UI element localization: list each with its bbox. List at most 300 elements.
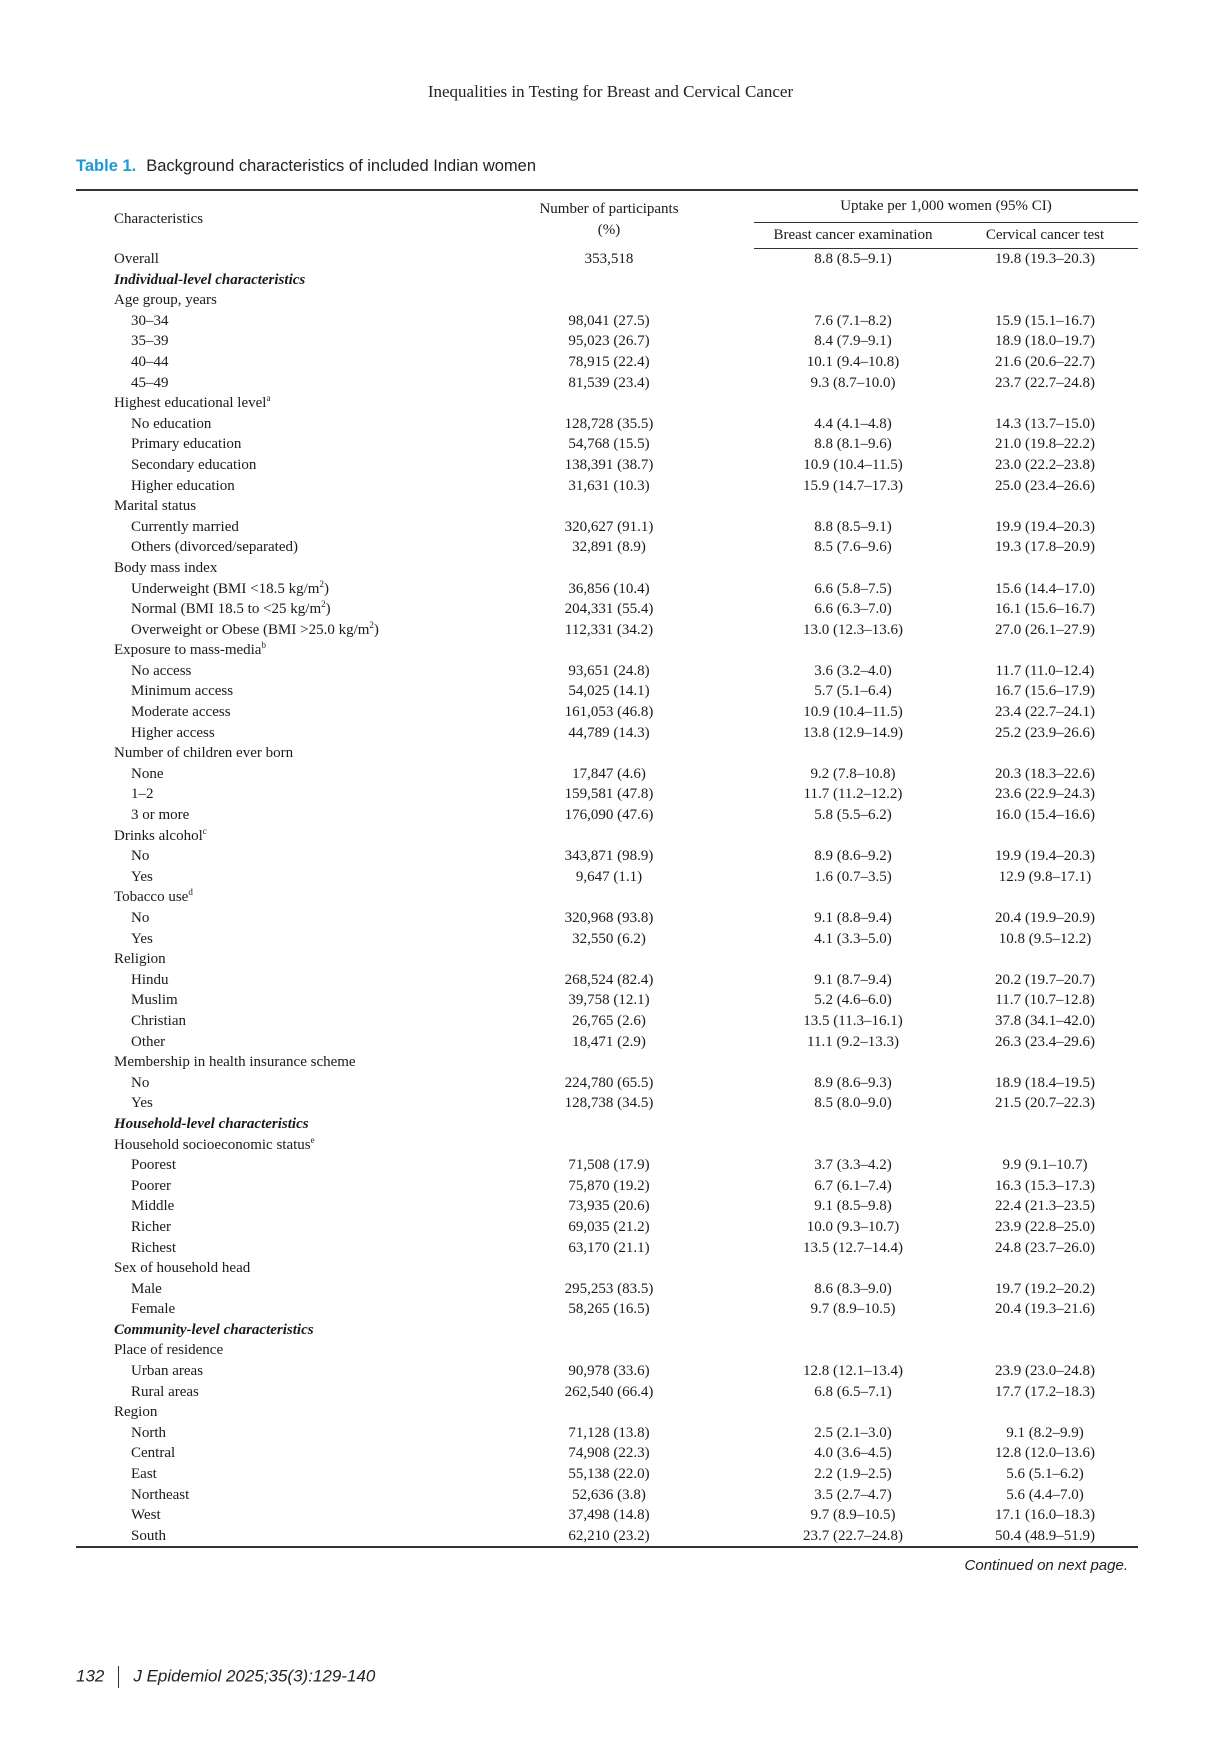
superscript: 2 xyxy=(319,578,324,589)
row-label-text: Age group, years xyxy=(114,292,217,309)
breast-uptake-cell: 1.6 (0.7–3.5) xyxy=(814,868,892,885)
cervical-uptake-cell: 23.4 (22.7–24.1) xyxy=(995,704,1095,721)
cervical-uptake-cell xyxy=(952,1052,1138,1073)
cervical-uptake-cell: 16.1 (15.6–16.7) xyxy=(995,601,1095,618)
breast-uptake-cell: 3.6 (3.2–4.0) xyxy=(814,662,892,679)
table-row xyxy=(76,867,1138,888)
cervical-uptake-cell: 23.6 (22.9–24.3) xyxy=(995,786,1095,803)
cervical-uptake-cell: 25.0 (23.4–26.6) xyxy=(995,477,1095,494)
breast-uptake-cell: 6.6 (5.8–7.5) xyxy=(814,580,892,597)
cervical-uptake-cell: 15.9 (15.1–16.7) xyxy=(995,312,1095,329)
participants-cell xyxy=(464,1052,754,1073)
row-label xyxy=(76,764,464,785)
row-label xyxy=(76,455,464,476)
row-label xyxy=(76,970,464,991)
cervical-uptake-cell: 19.3 (17.8–20.9) xyxy=(995,539,1095,556)
row-label-text: North xyxy=(131,1424,166,1441)
table-row xyxy=(76,681,1138,702)
row-label xyxy=(76,1464,464,1485)
table-row xyxy=(76,1258,1138,1279)
table-row xyxy=(76,290,1138,311)
row-label-text: 30–34 xyxy=(131,312,169,329)
row-label-text: Yes xyxy=(131,930,153,947)
cervical-uptake-cell: 16.0 (15.4–16.6) xyxy=(995,807,1095,824)
table-row xyxy=(76,579,1138,600)
cervical-uptake-cell: 11.7 (11.0–12.4) xyxy=(995,662,1095,679)
table-caption xyxy=(76,157,536,176)
breast-uptake-cell: 6.6 (6.3–7.0) xyxy=(814,601,892,618)
breast-uptake-cell xyxy=(754,1320,952,1341)
row-label xyxy=(76,867,464,888)
breast-uptake-cell: 8.9 (8.6–9.3) xyxy=(814,1074,892,1091)
superscript: 2 xyxy=(369,619,374,630)
table-row xyxy=(76,640,1138,661)
participants-cell xyxy=(464,1402,754,1423)
row-label xyxy=(76,434,464,455)
cervical-uptake-cell: 37.8 (34.1–42.0) xyxy=(995,1012,1095,1029)
breast-uptake-cell: 7.6 (7.1–8.2) xyxy=(814,312,892,329)
page-footer xyxy=(76,1666,375,1688)
row-label-text: No xyxy=(131,1074,150,1091)
breast-uptake-cell: 9.1 (8.5–9.8) xyxy=(814,1198,892,1215)
row-label-text: No education xyxy=(131,415,212,432)
group-label xyxy=(76,393,464,414)
cervical-uptake-cell: 12.8 (12.0–13.6) xyxy=(995,1445,1095,1462)
table-row xyxy=(76,414,1138,435)
participants-cell: 93,651 (24.8) xyxy=(568,662,650,679)
row-label xyxy=(76,311,464,332)
table-row xyxy=(76,1340,1138,1361)
breast-uptake-cell: 23.7 (22.7–24.8) xyxy=(754,1526,952,1548)
cervical-uptake-cell: 5.6 (5.1–6.2) xyxy=(1006,1466,1084,1483)
row-label-text: 40–44 xyxy=(131,353,169,370)
table-row xyxy=(76,311,1138,332)
group-label xyxy=(76,1258,464,1279)
breast-uptake-cell: 3.7 (3.3–4.2) xyxy=(814,1157,892,1174)
table-row xyxy=(76,1320,1138,1341)
participants-cell: 320,627 (91.1) xyxy=(564,518,654,535)
participants-cell xyxy=(464,949,754,970)
table-container xyxy=(76,189,1138,1548)
participants-cell: 54,768 (15.5) xyxy=(568,436,650,453)
footnote-marker: b xyxy=(261,640,266,651)
table-row xyxy=(76,455,1138,476)
row-label-text: Overweight or Obese (BMI >25.0 kg/m xyxy=(131,621,370,638)
breast-uptake-cell: 6.7 (6.1–7.4) xyxy=(814,1177,892,1194)
row-label-text: Membership in health insurance scheme xyxy=(114,1054,356,1071)
cervical-uptake-cell: 16.3 (15.3–17.3) xyxy=(995,1177,1095,1194)
participants-cell xyxy=(464,1258,754,1279)
cervical-uptake-cell xyxy=(952,1258,1138,1279)
table-row xyxy=(76,1238,1138,1259)
cervical-uptake-cell xyxy=(952,558,1138,579)
group-label xyxy=(76,1340,464,1361)
cervical-uptake-cell: 50.4 (48.9–51.9) xyxy=(952,1526,1138,1548)
cervical-uptake-cell: 21.6 (20.6–22.7) xyxy=(995,353,1095,370)
breast-uptake-cell: 8.8 (8.5–9.1) xyxy=(814,518,892,535)
cervical-uptake-cell: 15.6 (14.4–17.0) xyxy=(995,580,1095,597)
footnote-marker: d xyxy=(188,887,193,898)
participants-cell xyxy=(464,1135,754,1156)
table-row xyxy=(76,558,1138,579)
row-label xyxy=(76,846,464,867)
participants-cell: 262,540 (66.4) xyxy=(564,1383,654,1400)
cervical-uptake-cell: 20.4 (19.3–21.6) xyxy=(995,1301,1095,1318)
table-row xyxy=(76,990,1138,1011)
group-label xyxy=(76,290,464,311)
row-label-text: Poorest xyxy=(131,1157,176,1174)
participants-cell: 32,550 (6.2) xyxy=(572,930,646,947)
participants-cell: 18,471 (2.9) xyxy=(572,1033,646,1050)
footnote-marker: e xyxy=(310,1134,315,1145)
table-row xyxy=(76,1093,1138,1114)
section-heading xyxy=(76,1320,464,1341)
table-row xyxy=(76,1361,1138,1382)
breast-uptake-cell: 3.5 (2.7–4.7) xyxy=(814,1486,892,1503)
table-row xyxy=(76,1052,1138,1073)
cervical-uptake-cell: 11.7 (10.7–12.8) xyxy=(995,992,1095,1009)
continued-note: Continued on next page. xyxy=(964,1557,1128,1574)
row-label-suffix: ) xyxy=(323,580,329,597)
row-label-text: West xyxy=(131,1507,161,1524)
row-label-text: East xyxy=(131,1466,157,1483)
participants-cell xyxy=(464,558,754,579)
cervical-uptake-cell: 18.9 (18.0–19.7) xyxy=(995,333,1095,350)
participants-cell xyxy=(464,826,754,847)
table-row xyxy=(76,1073,1138,1094)
row-label-text: Central xyxy=(131,1445,176,1462)
journal-citation: J Epidemiol 2025;35(3):129-140 xyxy=(133,1666,376,1686)
participants-cell: 73,935 (20.6) xyxy=(568,1198,650,1215)
cervical-uptake-cell xyxy=(952,290,1138,311)
row-label-text: Christian xyxy=(131,1012,186,1029)
breast-uptake-cell: 11.1 (9.2–13.3) xyxy=(807,1033,899,1050)
row-label-text: Secondary education xyxy=(131,456,257,473)
participants-cell: 112,331 (34.2) xyxy=(564,621,654,638)
row-label xyxy=(76,1485,464,1506)
breast-uptake-cell: 9.7 (8.9–10.5) xyxy=(810,1507,896,1524)
row-label-text: Household-level characteristics xyxy=(114,1115,309,1132)
row-label xyxy=(76,537,464,558)
row-label-text: Individual-level characteristics xyxy=(114,271,306,288)
table-row xyxy=(76,373,1138,394)
participants-cell: 224,780 (65.5) xyxy=(564,1074,654,1091)
participants-cell: 17,847 (4.6) xyxy=(572,765,646,782)
group-label xyxy=(76,949,464,970)
participants-cell: 343,871 (98.9) xyxy=(564,848,654,865)
cervical-uptake-cell: 5.6 (4.4–7.0) xyxy=(1006,1486,1084,1503)
breast-uptake-cell: 8.5 (7.6–9.6) xyxy=(814,539,892,556)
table-row xyxy=(76,1155,1138,1176)
row-label xyxy=(76,681,464,702)
row-label-text: Body mass index xyxy=(114,559,218,576)
participants-cell: 62,210 (23.2) xyxy=(464,1526,754,1548)
row-label-text: Drinks alcohol xyxy=(114,827,203,844)
participants-cell: 90,978 (33.6) xyxy=(568,1363,650,1380)
row-label-text: Primary education xyxy=(131,436,242,453)
breast-uptake-cell: 11.7 (11.2–12.2) xyxy=(803,786,903,803)
participants-cell: 159,581 (47.8) xyxy=(564,786,654,803)
participants-cell: 268,524 (82.4) xyxy=(564,971,654,988)
breast-uptake-cell: 8.5 (8.0–9.0) xyxy=(814,1095,892,1112)
breast-uptake-cell: 4.4 (4.1–4.8) xyxy=(814,415,892,432)
row-label-text: Tobacco use xyxy=(114,889,189,906)
participants-cell: 55,138 (22.0) xyxy=(568,1466,650,1483)
breast-uptake-cell xyxy=(754,1402,952,1423)
table-row xyxy=(76,743,1138,764)
table-row xyxy=(76,661,1138,682)
cervical-uptake-cell: 26.3 (23.4–29.6) xyxy=(995,1033,1095,1050)
row-label-text: None xyxy=(131,765,164,782)
row-label xyxy=(76,784,464,805)
breast-uptake-cell: 8.8 (8.5–9.1) xyxy=(814,251,892,267)
participants-cell: 295,253 (83.5) xyxy=(564,1280,654,1297)
row-label xyxy=(76,1196,464,1217)
participants-cell: 176,090 (47.6) xyxy=(564,807,654,824)
cervical-uptake-cell: 18.9 (18.4–19.5) xyxy=(995,1074,1095,1091)
breast-uptake-cell xyxy=(754,393,952,414)
row-label-text: 1–2 xyxy=(131,786,154,803)
cervical-uptake-cell: 17.1 (16.0–18.3) xyxy=(995,1507,1095,1524)
row-label-text: Yes xyxy=(131,868,153,885)
row-label-text: South xyxy=(131,1527,167,1544)
row-label-text: Moderate access xyxy=(131,704,231,721)
row-label xyxy=(76,331,464,352)
breast-uptake-cell: 12.8 (12.1–13.4) xyxy=(803,1363,903,1380)
row-label-text: Exposure to mass-media xyxy=(114,642,262,659)
group-label xyxy=(76,640,464,661)
participants-cell: 71,508 (17.9) xyxy=(568,1157,650,1174)
row-label xyxy=(76,476,464,497)
participants-cell xyxy=(464,393,754,414)
row-label-text: Household socioeconomic status xyxy=(114,1136,311,1153)
breast-uptake-cell: 8.8 (8.1–9.6) xyxy=(814,436,892,453)
participants-cell: 95,023 (26.7) xyxy=(568,333,650,350)
row-label-text: Female xyxy=(131,1301,176,1318)
cervical-uptake-cell: 20.4 (19.9–20.9) xyxy=(995,910,1095,926)
cervical-uptake-cell: 9.9 (9.1–10.7) xyxy=(1002,1157,1088,1174)
table-row xyxy=(76,331,1138,352)
participants-cell: 58,265 (16.5) xyxy=(568,1301,650,1318)
group-label xyxy=(76,826,464,847)
participants-cell: 63,170 (21.1) xyxy=(568,1239,650,1256)
row-label-text: Northeast xyxy=(131,1486,190,1503)
table-row xyxy=(76,1176,1138,1197)
breast-uptake-cell: 10.9 (10.4–11.5) xyxy=(803,456,903,473)
table-row xyxy=(76,270,1138,291)
table-row xyxy=(76,249,1138,270)
row-label xyxy=(76,1238,464,1259)
breast-uptake-cell: 10.0 (9.3–10.7) xyxy=(806,1218,900,1235)
breast-uptake-cell: 10.9 (10.4–11.5) xyxy=(803,704,903,721)
row-label-text: Rural areas xyxy=(131,1383,199,1400)
characteristics-table xyxy=(76,189,1138,1548)
table-row xyxy=(76,887,1138,908)
breast-uptake-cell: 2.5 (2.1–3.0) xyxy=(814,1424,892,1441)
row-label xyxy=(76,1011,464,1032)
participants-cell: 75,870 (19.2) xyxy=(568,1177,650,1194)
participants-cell xyxy=(464,887,754,908)
table-row xyxy=(76,1485,1138,1506)
cervical-uptake-cell xyxy=(952,887,1138,908)
row-label xyxy=(76,1361,464,1382)
row-label xyxy=(76,352,464,373)
row-label xyxy=(76,579,464,600)
cervical-uptake-cell xyxy=(952,270,1138,291)
cervical-uptake-cell: 21.5 (20.7–22.3) xyxy=(995,1095,1095,1112)
row-label xyxy=(76,908,464,929)
row-label xyxy=(76,1299,464,1320)
row-label-text: Higher access xyxy=(131,724,215,741)
participants-cell: 37,498 (14.8) xyxy=(568,1507,650,1524)
participants-cell: 78,915 (22.4) xyxy=(568,353,650,370)
row-label xyxy=(76,990,464,1011)
group-label xyxy=(76,1402,464,1423)
page-number: 132 xyxy=(76,1666,105,1686)
group-label xyxy=(76,249,464,270)
cervical-uptake-cell: 16.7 (15.6–17.9) xyxy=(995,683,1095,700)
row-label-text: Normal (BMI 18.5 to <25 kg/m xyxy=(131,601,322,618)
group-label xyxy=(76,887,464,908)
table-row xyxy=(76,1443,1138,1464)
table-row xyxy=(76,496,1138,517)
cervical-uptake-cell: 14.3 (13.7–15.0) xyxy=(995,415,1095,432)
header-participants-line2: (%) xyxy=(597,221,621,238)
breast-uptake-cell: 13.5 (12.7–14.4) xyxy=(803,1239,903,1256)
participants-cell: 128,738 (34.5) xyxy=(564,1095,654,1112)
cervical-uptake-cell xyxy=(952,496,1138,517)
breast-uptake-cell: 5.7 (5.1–6.4) xyxy=(814,683,892,700)
cervical-uptake-cell: 19.9 (19.4–20.3) xyxy=(995,848,1095,865)
row-label xyxy=(76,661,464,682)
header-characteristics: Characteristics xyxy=(76,190,464,249)
participants-cell xyxy=(464,290,754,311)
cervical-uptake-cell xyxy=(952,1135,1138,1156)
participants-cell: 39,758 (12.1) xyxy=(568,992,650,1009)
row-label-text: Highest educational level xyxy=(114,395,267,412)
breast-uptake-cell xyxy=(754,1258,952,1279)
row-label xyxy=(76,1443,464,1464)
cervical-uptake-cell: 19.8 (19.3–20.3) xyxy=(995,251,1095,267)
breast-uptake-cell: 13.5 (11.3–16.1) xyxy=(803,1012,903,1029)
participants-cell: 9,647 (1.1) xyxy=(575,868,643,885)
row-label xyxy=(76,1382,464,1403)
row-label xyxy=(76,805,464,826)
breast-uptake-cell xyxy=(754,270,952,291)
breast-uptake-cell: 15.9 (14.7–17.3) xyxy=(803,477,903,494)
row-label xyxy=(76,1423,464,1444)
table-row xyxy=(76,1423,1138,1444)
table-row xyxy=(76,846,1138,867)
table-row xyxy=(76,537,1138,558)
section-heading xyxy=(76,270,464,291)
cervical-uptake-cell: 9.1 (8.2–9.9) xyxy=(1006,1424,1084,1441)
table-row xyxy=(76,1279,1138,1300)
footer-separator xyxy=(118,1666,119,1688)
table-row xyxy=(76,784,1138,805)
breast-uptake-cell xyxy=(754,290,952,311)
cervical-uptake-cell xyxy=(952,743,1138,764)
table-row xyxy=(76,908,1138,929)
breast-uptake-cell: 4.0 (3.6–4.5) xyxy=(814,1445,892,1462)
cervical-uptake-cell: 25.2 (23.9–26.6) xyxy=(995,724,1095,741)
participants-cell: 353,518 xyxy=(584,250,634,267)
table-row xyxy=(76,476,1138,497)
row-label-text: Muslim xyxy=(131,992,178,1009)
participants-cell: 52,636 (3.8) xyxy=(572,1486,646,1503)
superscript: 2 xyxy=(321,599,326,610)
row-label xyxy=(76,620,464,641)
table-row xyxy=(76,929,1138,950)
cervical-uptake-cell: 27.0 (26.1–27.9) xyxy=(995,621,1095,638)
table-caption-text: Background characteristics of included Indian women xyxy=(146,157,537,175)
footnote-marker: c xyxy=(202,825,207,836)
row-label xyxy=(76,1176,464,1197)
running-head: Inequalities in Testing for Breast and Cervical Cancer xyxy=(427,82,794,101)
row-label-text: Higher education xyxy=(131,477,235,494)
row-label-text: Other xyxy=(131,1033,166,1050)
table-row xyxy=(76,949,1138,970)
group-label xyxy=(76,558,464,579)
row-label xyxy=(76,1217,464,1238)
row-label-text: Overall xyxy=(114,250,159,267)
table-row xyxy=(76,1135,1138,1156)
participants-cell: 71,128 (13.8) xyxy=(568,1424,650,1441)
table-row xyxy=(76,1114,1138,1135)
cervical-uptake-cell: 17.7 (17.2–18.3) xyxy=(995,1383,1095,1400)
cervical-uptake-cell: 21.0 (19.8–22.2) xyxy=(995,436,1095,453)
table-row xyxy=(76,1464,1138,1485)
row-label-text: Middle xyxy=(131,1198,175,1215)
table-row xyxy=(76,1217,1138,1238)
row-label-suffix: ) xyxy=(373,621,379,638)
row-label-text: Religion xyxy=(114,951,166,968)
row-label-text: Minimum access xyxy=(131,683,234,700)
participants-cell xyxy=(464,1320,754,1341)
table-row xyxy=(76,1526,1138,1548)
table-row xyxy=(76,517,1138,538)
row-label xyxy=(76,702,464,723)
table-row xyxy=(76,826,1138,847)
table-row xyxy=(76,702,1138,723)
breast-uptake-cell: 9.3 (8.7–10.0) xyxy=(810,374,896,391)
breast-uptake-cell: 2.2 (1.9–2.5) xyxy=(814,1466,892,1483)
row-label-text: 3 or more xyxy=(131,807,190,824)
table-row xyxy=(76,764,1138,785)
row-label-text: No xyxy=(131,848,150,865)
footnote-marker: a xyxy=(266,393,271,404)
breast-uptake-cell xyxy=(754,949,952,970)
header-uptake: Uptake per 1,000 women (95% CI) xyxy=(754,190,1138,223)
header-cervical: Cervical cancer test xyxy=(952,223,1138,249)
row-label xyxy=(76,723,464,744)
row-label-text: Currently married xyxy=(131,518,239,535)
cervical-uptake-cell xyxy=(952,1114,1138,1135)
row-label xyxy=(76,1155,464,1176)
table-row xyxy=(76,1011,1138,1032)
row-label-text: Richer xyxy=(131,1218,171,1235)
participants-cell: 69,035 (21.2) xyxy=(568,1218,650,1235)
header-participants xyxy=(464,190,754,249)
table-row xyxy=(76,723,1138,744)
row-label xyxy=(76,1093,464,1114)
breast-uptake-cell: 8.4 (7.9–9.1) xyxy=(814,333,892,350)
row-label-text: Hindu xyxy=(131,971,169,988)
breast-uptake-cell xyxy=(754,887,952,908)
cervical-uptake-cell xyxy=(952,1320,1138,1341)
table-row xyxy=(76,970,1138,991)
participants-cell: 128,728 (35.5) xyxy=(564,415,654,432)
